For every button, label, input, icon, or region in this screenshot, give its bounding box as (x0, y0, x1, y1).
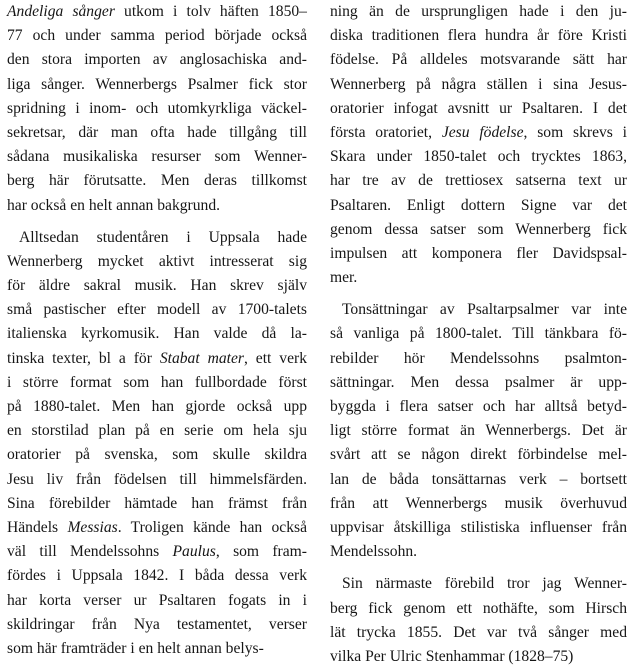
text-run: , som skrevs i (523, 123, 627, 141)
text-run: så vanliga på 1800-talet. Till tänkbara fö- (330, 325, 627, 343)
text-line (330, 492, 627, 516)
text-line (7, 73, 307, 97)
text-line (330, 298, 627, 322)
text-run: genom dessa satser som Wennerberg fick (330, 220, 627, 238)
text-line (330, 645, 627, 669)
text-run: fördes i Uppsala 1842. I båda dessa verk (7, 567, 307, 585)
text-line (7, 419, 307, 443)
text-run: ligt större format än Wennerbergs. Det är (330, 422, 627, 440)
text-line (7, 371, 307, 395)
text-run: skildringar från Nya testamentet, verser (7, 615, 307, 633)
text-line (7, 24, 307, 48)
text-run: sekretsar, där man ofta hade tillgång till (7, 123, 307, 141)
text-run: små pastischer efter modell av 1700-talets (7, 301, 307, 319)
text-line (330, 218, 627, 242)
text-run: ning än de ursprungligen hade i den ju- (330, 3, 627, 20)
italic-title: Jesu födelse (441, 123, 524, 141)
text-line (330, 572, 627, 596)
text-run: har också en helt annan bakgrund. (7, 196, 221, 214)
text-run: tinska texter, bl a för (7, 349, 160, 367)
text-run: , ett verk (243, 349, 308, 367)
text-line (330, 347, 627, 371)
text-run: berg fick genom ett nothäfte, som Hirsch (330, 599, 627, 617)
text-run: rebilder hör Mendelssohns psalmton- (330, 349, 627, 367)
text-line (7, 48, 307, 72)
text-line (7, 298, 307, 322)
text-line (330, 73, 627, 97)
text-line (7, 443, 307, 467)
text-line (7, 564, 307, 588)
text-run: Mendelssohn. (330, 543, 418, 561)
text-run: Händels (7, 518, 68, 536)
text-line (330, 540, 627, 564)
text-run: berg här förutsatte. Men deras tillkomst (7, 172, 307, 190)
text-line (330, 322, 627, 346)
text-run: Wennerberg på några ställen i sina Jesus- (330, 75, 627, 93)
text-line (7, 395, 307, 419)
italic-title: Andeliga sånger (7, 3, 115, 20)
text-run: Psaltaren. Enligt dottern Signe var det (330, 196, 627, 214)
text-line (330, 242, 627, 266)
text-line (7, 0, 307, 24)
text-line (7, 322, 307, 346)
text-run: har korta verser ur Psaltaren fogats in i (7, 591, 307, 609)
text-line (7, 492, 307, 516)
text-line (330, 121, 627, 145)
italic-title: Messias (67, 518, 118, 536)
text-line (330, 468, 627, 492)
text-run: mer. (330, 269, 358, 287)
text-line (7, 194, 307, 218)
text-run: italienska kyrkomusik. Han valde då la- (7, 325, 307, 343)
text-run: oratorier infogat avsnitt ur Psaltaren. I det (330, 99, 627, 117)
text-line (7, 468, 307, 492)
text-line (7, 250, 307, 274)
text-run: den stora importen av anglosachiska and- (7, 51, 307, 69)
text-line (330, 24, 627, 48)
text-run: , som fram- (215, 543, 307, 561)
text-line (330, 0, 627, 24)
text-line (7, 274, 307, 298)
text-run: på 1880-talet. Men han gjorde också upp (7, 398, 307, 415)
text-run: i större format som han fullbordade först (7, 373, 307, 391)
text-line (330, 97, 627, 121)
text-line (330, 419, 627, 443)
text-run: sådana musikaliska resurser som Wenner- (7, 148, 307, 166)
text-line (330, 516, 627, 540)
text-line (330, 371, 627, 395)
text-run: impulsen att komponera fler Davidspsal- (330, 244, 627, 262)
text-run: utkom i tolv häften 1850– (114, 3, 307, 20)
text-run: 77 och under samma period började också (7, 27, 307, 45)
text-run: sättningar. Men dessa psalmer är upp- (330, 373, 627, 391)
text-line (7, 97, 307, 121)
text-run: byggda i flera satser och har alltså betyd- (330, 398, 627, 415)
text-run: oratorier på svenska, som skulle skildra (7, 446, 307, 464)
text-line (330, 145, 627, 169)
text-line (7, 347, 307, 371)
text-line (7, 613, 307, 637)
text-run: diska traditionen flera hundra år före Kristi (330, 27, 627, 45)
text-run: Sin närmaste förebild tror jag Wenner- (342, 575, 627, 593)
text-line (7, 540, 307, 564)
text-run: spridning i inom- och utomkyrkliga väckel- (7, 99, 307, 117)
text-run: lan de båda tonsättarnas verk – bortsett (330, 470, 627, 488)
text-line (330, 169, 627, 193)
text-run: lät trycka 1855. Det var två sånger med (330, 623, 627, 641)
text-line (330, 443, 627, 467)
text-run: som här framträder i en helt annan belys- (7, 639, 264, 657)
text-run: . Troligen kände han också (117, 518, 307, 536)
text-run: liga sånger. Wennerbergs Psalmer fick stor (7, 75, 307, 93)
text-run: uppvisar åtskilliga stilistiska influenser från (330, 518, 627, 536)
text-run: för äldre sakral musik. Han skrev själv (7, 277, 307, 295)
text-run: från att Wennerbergs musik överhuvud (330, 494, 627, 512)
text-line (7, 169, 307, 193)
text-run: Alltsedan studentåren i Uppsala hade (19, 228, 307, 246)
text-run: Tonsättningar av Psaltarpsalmer var inte (342, 301, 627, 319)
text-run: födelse. På alldeles motsvarande sätt har (330, 51, 627, 69)
left-column (7, 0, 307, 661)
text-line (7, 637, 307, 661)
text-run: vilka Per Ulric Stenhammar (1828–75) (330, 647, 574, 665)
right-column (330, 0, 627, 669)
text-run: första oratoriet, (330, 123, 442, 141)
text-run: har tre av de trettiosex satserna text ur (330, 172, 627, 190)
text-line (330, 621, 627, 645)
text-line (330, 266, 627, 290)
text-line (330, 48, 627, 72)
text-run: Sina förebilder hämtade han främst från (7, 494, 307, 512)
italic-title: Paulus (172, 543, 216, 561)
text-run: Skara under 1850-talet och trycktes 1863, (330, 148, 627, 166)
text-run: Jesu liv från födelsen till himmelsfärden. (7, 470, 307, 488)
text-line (7, 145, 307, 169)
text-run: Wennerberg mycket aktivt intresserat sig (7, 252, 307, 270)
text-run: svårt att se någon direkt förbindelse mel- (330, 446, 627, 464)
text-line (330, 395, 627, 419)
text-run: väl till Mendelssohns (7, 543, 173, 561)
text-line (7, 589, 307, 613)
text-line (7, 516, 307, 540)
text-line (330, 194, 627, 218)
text-line (7, 121, 307, 145)
text-line (7, 226, 307, 250)
text-run: en storstilad plan på en serie om hela sju (7, 422, 307, 440)
italic-title: Stabat mater (159, 349, 244, 367)
